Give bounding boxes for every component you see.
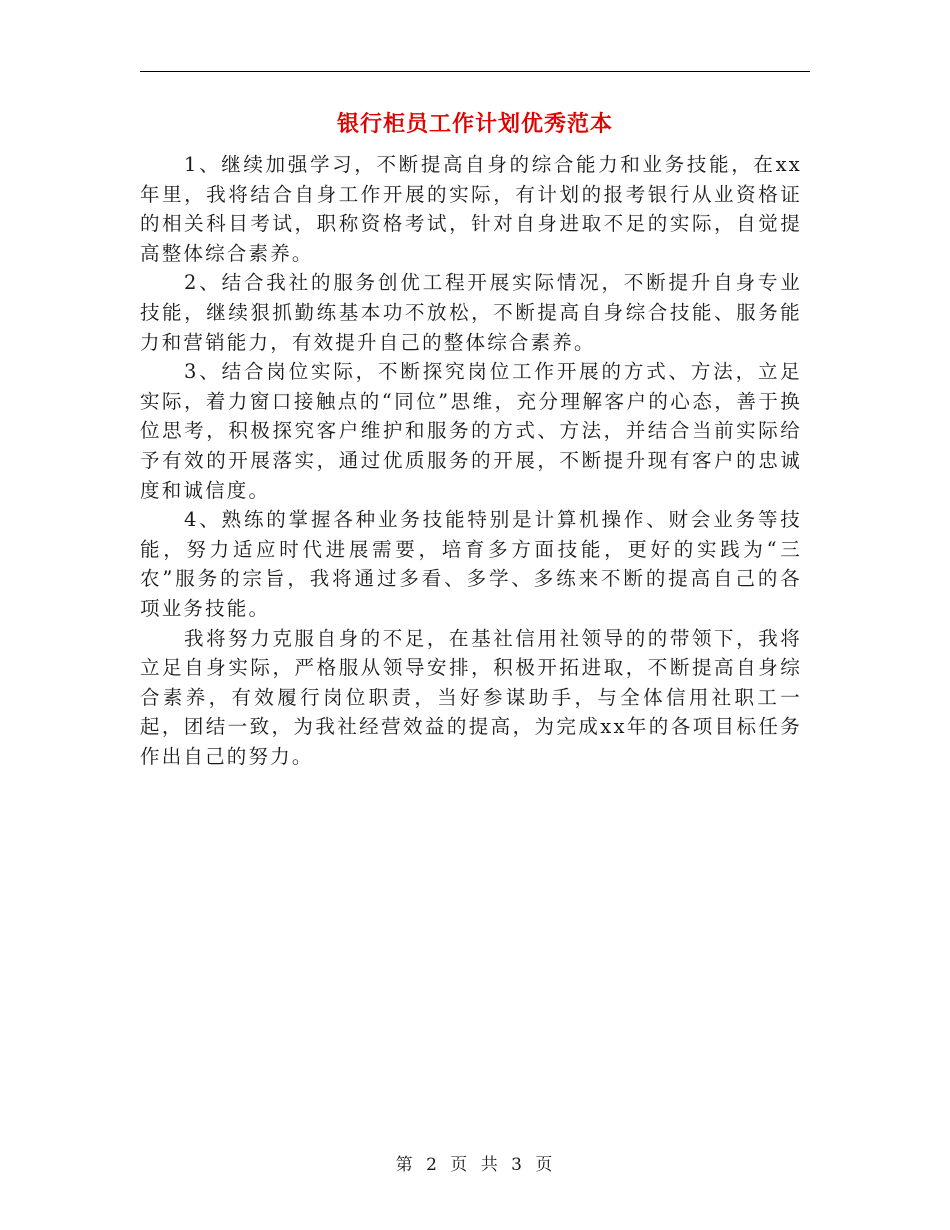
paragraph-2: 2、结合我社的服务创优工程开展实际情况，不断提升自身专业技能，继续狠抓勤练基本功不放松，不断提高自身综合技能、服务能力和营销能力，有效提升自己的整体综合素养。 [140,271,802,354]
document-body [140,150,802,771]
paragraph-4: 4、熟练的掌握各种业务技能特别是计算机操作、财会业务等技能，努力适应时代进展需要，培育多方面技能，更好的实践为“三农”服务的宗旨，我将通过多看、多学、多练来不断的提高自己的各项业务技能。 [140,508,802,620]
paragraph-3: 3、结合岗位实际，不断探究岗位工作开展的方式、方法，立足实际，着力窗口接触点的“同位”思维，充分理解客户的心态，善于换位思考，积极探究客户维护和服务的方式、方法，并结合当前实际给予有效的开展落实，通过优质服务的开展，不断提升现有客户的忠诚度和诚信度。 [140,360,802,502]
header-rule [140,71,810,72]
paragraph-1: 1、继续加强学习，不断提高自身的综合能力和业务技能，在xx年里，我将结合自身工作开展的实际，有计划的报考银行从业资格证的相关科目考试，职称资格考试，针对自身进取不足的实际，自觉提高整体综合素养。 [140,153,802,265]
document-title: 银行柜员工作计划优秀范本 [336,111,613,137]
page-number-footer: 第 2 页 共 3 页 [395,1155,555,1175]
paragraph-5: 我将努力克服自身的不足，在基社信用社领导的的带领下，我将立足自身实际，严格服从领导安排，积极开拓进取，不断提高自身综合素养，有效履行岗位职责，当好参谋助手，与全体信用社职工一起，团结一致，为我社经营效益的提高，为完成xx年的各项目标任务作出自己的努力。 [140,626,802,768]
